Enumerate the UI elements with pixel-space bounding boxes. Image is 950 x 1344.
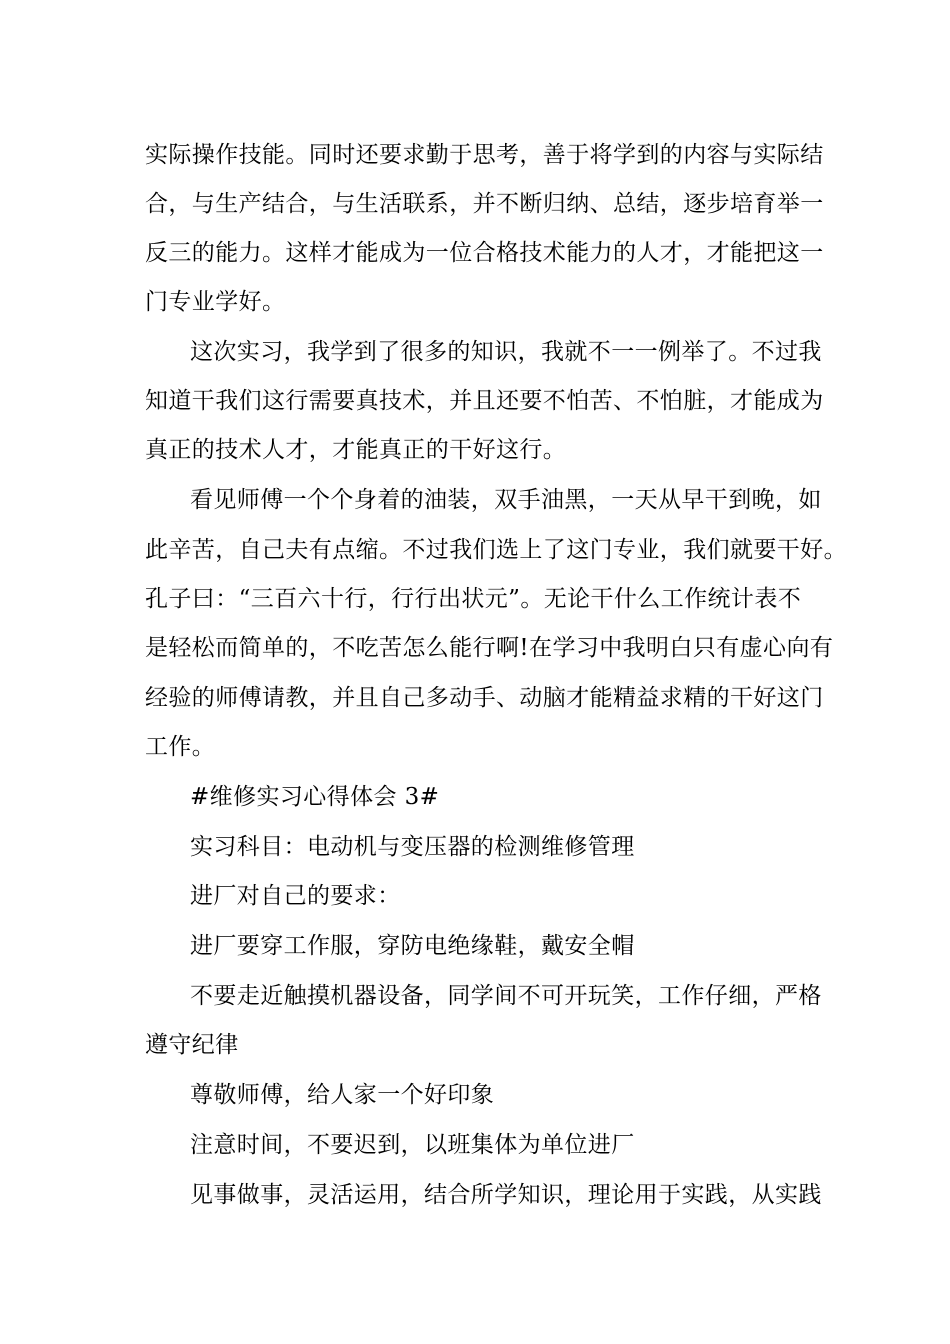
text-line: 进厂对自己的要求： <box>190 883 401 909</box>
section-heading: #维修实习心得体会 3# <box>190 784 440 810</box>
text-line: 此辛苦，自己夫有点缩。不过我们选上了这门专业，我们就要干好。 <box>145 537 847 563</box>
text-line: 看见师傅一个个身着的油装，双手油黑，一天从早干到晚，如 <box>190 487 822 513</box>
text-line: 实际操作技能。同时还要求勤于思考，善于将学到的内容与实际结 <box>145 142 824 168</box>
requirement-item: 不要走近触摸机器设备，同学间不可开玩笑，工作仔细，严格 <box>190 983 822 1009</box>
requirement-item: 见事做事，灵活运用，结合所学知识，理论用于实践，从实践 <box>190 1182 822 1208</box>
requirement-item: 注意时间，不要迟到，以班集体为单位进厂 <box>190 1132 635 1158</box>
text-line: 工作。 <box>145 734 216 760</box>
text-line: 实习科目：电动机与变压器的检测维修管理 <box>190 834 635 860</box>
text-line: 合，与生产结合，与生活联系，并不断归纳、总结，逐步培育举一 <box>145 191 824 217</box>
text-line: 反三的能力。这样才能成为一位合格技术能力的人才，才能把这一 <box>145 240 824 266</box>
text-line: 门专业学好。 <box>145 289 286 315</box>
requirement-item-continuation: 遵守纪律 <box>145 1032 239 1058</box>
requirement-item: 进厂要穿工作服，穿防电绝缘鞋，戴安全帽 <box>190 933 635 959</box>
text-line: 孔子曰：“三百六十行，行行出状元”。无论干什么工作统计表不 <box>145 586 802 612</box>
text-line: 知道干我们这行需要真技术，并且还要不怕苦、不怕脏，才能成为 <box>145 388 824 414</box>
text-line: 经验的师傅请教，并且自己多动手、动脑才能精益求精的干好这门 <box>145 685 824 711</box>
text-line: 是轻松而简单的，不吃苦怎么能行啊!在学习中我明白只有虚心向有 <box>145 635 834 661</box>
text-line: 真正的技术人才，才能真正的干好这行。 <box>145 437 567 463</box>
text-line: 这次实习，我学到了很多的知识，我就不一一例举了。不过我 <box>190 339 822 365</box>
requirement-item: 尊敬师傅，给人家一个好印象 <box>190 1082 495 1108</box>
